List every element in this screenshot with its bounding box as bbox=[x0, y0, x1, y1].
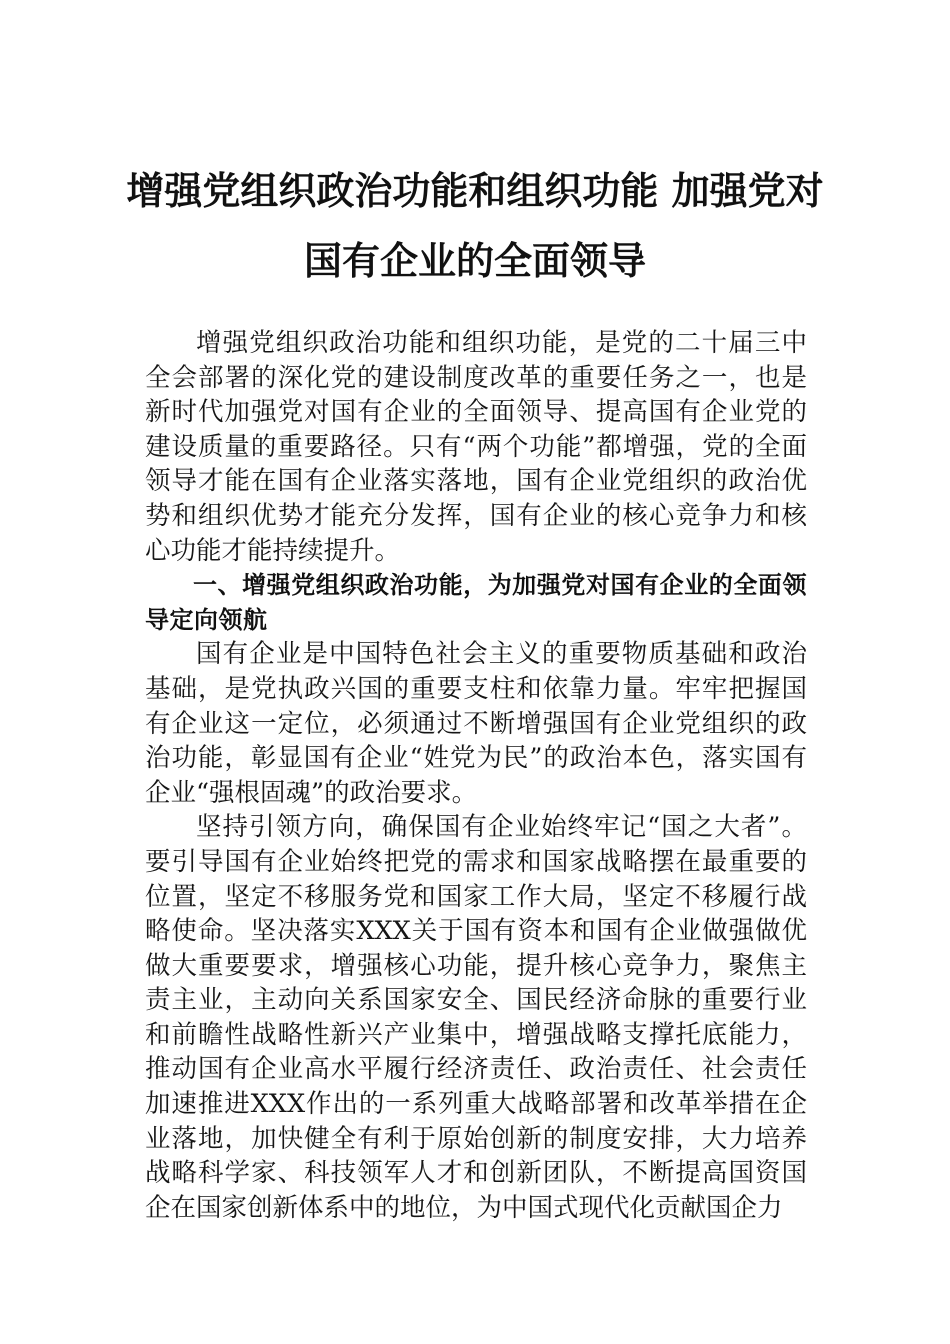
document-title-line-2: 国有企业的全面领导 bbox=[303, 238, 646, 283]
body-paragraph: 坚持引领方向，确保国有企业始终牢记“国之大者”。要引导国有企业始终把党的需求和国家战略摆在最重要的位置，坚定不移服务党和国家工作大局，坚定不移履行战略使命。坚决落实XXX关于国有资本和国有企业做强做优做大重要要求，增强核心功能，提升核心竞争力，聚焦主责主业，主动向关系国家安全、国民经济命脉的重要行业和前瞻性战略性新兴产业集中，增强战略支撑托底能力，推动国有企业高水平履行经济责任、政治责任、社会责任加速推进XXX作出的一系列重大战略部署和改革举措在企业落地，加快健全有利于原始创新的制度安排，大力培养战略科学家、科技领军人才和创新团队，不断提高国资国企在国家创新体系中的地位，为中国式现代化贡献国企力 bbox=[145, 812, 807, 1223]
document-body bbox=[145, 326, 807, 1225]
body-paragraph: 国有企业是中国特色社会主义的重要物质基础和政治基础，是党执政兴国的重要支柱和依靠力量。牢牢把握国有企业这一定位，必须通过不断增强国有企业党组织的政治功能，彰显国有企业“姓党为民”的政治本色，落实国有企业“强根固魂”的政治要求。 bbox=[145, 639, 807, 808]
section-heading-1: 一、增强党组织政治功能，为加强党对国有企业的全面领导定向领航 bbox=[145, 571, 807, 634]
document-title-line-1: 增强党组织政治功能和组织功能 加强党对 bbox=[126, 168, 824, 213]
intro-paragraph: 增强党组织政治功能和组织功能，是党的二十届三中全会部署的深化党的建设制度改革的重要任务之一，也是新时代加强党对国有企业的全面领导、提高国有企业党的建设质量的重要路径。只有“两个功能”都增强，党的全面领导才能在国有企业落实落地，国有企业党组织的政治优势和组织优势才能充分发挥，国有企业的核心竞争力和核心功能才能持续提升。 bbox=[145, 328, 807, 566]
